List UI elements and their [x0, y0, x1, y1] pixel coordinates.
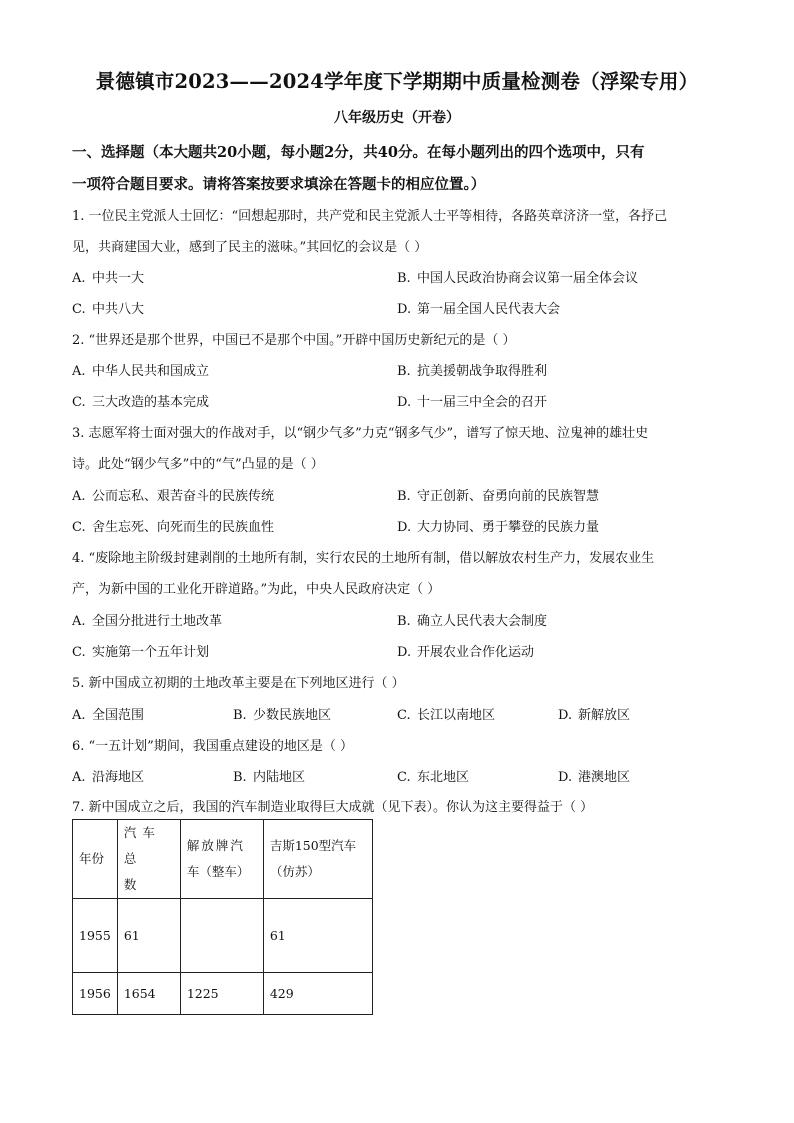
table-header-cell: 吉斯150型汽车 （仿苏）: [263, 820, 372, 899]
question-1-option-a: A. 中共一大: [72, 271, 145, 286]
question-5-option-d: D. 新解放区: [558, 708, 631, 723]
question-2-option-a: A. 中华人民共和国成立: [72, 364, 210, 379]
question-6-stem: 6. “一五计划”期间，我国重点建设的地区是（ ）: [72, 739, 353, 754]
question-3-stem-line-1: 3. 志愿军将士面对强大的作战对手，以“钢少气多”力克“钢多气少”，谱写了惊天地、泣鬼神的雄壮史: [72, 426, 649, 441]
question-4-option-a: A. 全国分批进行土地改革: [72, 614, 223, 629]
question-7-stem: 7. 新中国成立之后，我国的汽车制造业取得巨大成就（见下表）。你认为这主要得益于（ ）: [72, 800, 594, 815]
question-1-stem-line-2: 见，共商建国大业，感到了民主的滋味。”其回忆的会议是（ ）: [72, 240, 428, 255]
question-3-option-c: C. 舍生忘死、向死而生的民族血性: [72, 520, 275, 535]
section-instructions-line-1: 一、选择题（本大题共20小题，每小题2分，共40分。在每小题列出的四个选项中，只有: [72, 144, 645, 161]
page-subtitle: 八年级历史（开卷）: [334, 110, 460, 126]
table-header-cell: 汽车总 数: [117, 820, 180, 899]
question-1-option-c: C. 中共八大: [72, 302, 145, 317]
table-header-cell: 年份: [73, 820, 118, 899]
question-2-option-d: D. 十一届三中全会的召开: [397, 395, 548, 410]
question-6-option-b: B. 内陆地区: [233, 770, 306, 785]
question-4-stem-line-1: 4. “废除地主阶级封建剥削的土地所有制，实行农民的土地所有制，借以解放农村生产力，发展农业生: [72, 551, 655, 566]
table-cell: 1654: [117, 973, 180, 1015]
section-instructions-line-2: 一项符合题目要求。请将答案按要求填涂在答题卡的相应位置。）: [72, 176, 486, 193]
question-2-option-c: C. 三大改造的基本完成: [72, 395, 210, 410]
page-title: 景德镇市2023——2024学年度下学期期中质量检测卷（浮梁专用）: [95, 70, 699, 93]
table-header-cell: 解放牌汽 车（整车）: [180, 820, 263, 899]
table-cell: 1955: [73, 899, 118, 973]
question-1-option-d: D. 第一届全国人民代表大会: [397, 302, 561, 317]
question-5-option-b: B. 少数民族地区: [233, 708, 332, 723]
table-header-row: [73, 820, 373, 899]
table-cell: [180, 899, 263, 973]
question-5-stem: 5. 新中国成立初期的土地改革主要是在下列地区进行（ ）: [72, 676, 405, 691]
question-5-option-c: C. 长江以南地区: [397, 708, 496, 723]
question-2-stem: 2. “世界还是那个世界，中国已不是那个中国。”开辟中国历史新纪元的是（ ）: [72, 333, 516, 348]
question-6-option-c: C. 东北地区: [397, 770, 470, 785]
table-cell: 429: [263, 973, 372, 1015]
question-2-option-b: B. 抗美援朝战争取得胜利: [397, 364, 548, 379]
question-3-stem-line-2: 诗。此处“钢少气多”中的“气”凸显的是（ ）: [72, 457, 324, 472]
table-cell: 61: [263, 899, 372, 973]
question-6-option-d: D. 港澳地区: [558, 770, 631, 785]
question-4-option-d: D. 开展农业合作化运动: [397, 645, 535, 660]
question-3-option-b: B. 守正创新、奋勇向前的民族智慧: [397, 489, 600, 504]
question-4-option-b: B. 确立人民代表大会制度: [397, 614, 548, 629]
table-row: [73, 973, 373, 1015]
car-production-table: [72, 819, 373, 1015]
question-6-option-a: A. 沿海地区: [72, 770, 145, 785]
question-4-option-c: C. 实施第一个五年计划: [72, 645, 210, 660]
table-row: [73, 899, 373, 973]
table-cell: 1956: [73, 973, 118, 1015]
question-1-option-b: B. 中国人民政治协商会议第一届全体会议: [397, 271, 639, 286]
table-cell: 1225: [180, 973, 263, 1015]
question-4-stem-line-2: 产，为新中国的工业化开辟道路。”为此，中央人民政府决定（ ）: [72, 582, 441, 597]
question-5-option-a: A. 全国范围: [72, 708, 145, 723]
question-3-option-d: D. 大力协同、勇于攀登的民族力量: [397, 520, 600, 535]
table-cell: 61: [117, 899, 180, 973]
question-1-stem-line-1: 1. 一位民主党派人士回忆：“回想起那时，共产党和民主党派人士平等相待，各路英章济济一堂，各抒己: [72, 209, 668, 224]
question-3-option-a: A. 公而忘私、艰苦奋斗的民族传统: [72, 489, 275, 504]
